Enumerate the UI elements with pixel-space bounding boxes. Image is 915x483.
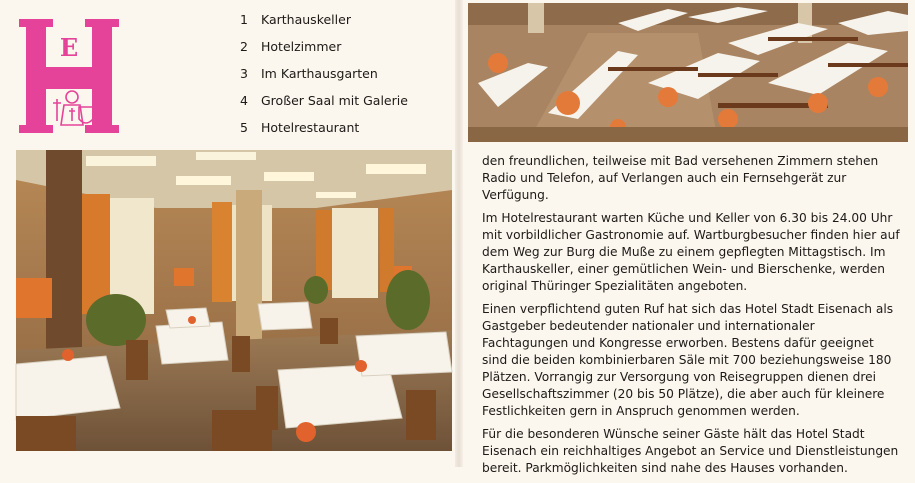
hotel-logo xyxy=(17,17,121,135)
great-hall-photo xyxy=(468,3,908,142)
legend-item: 1 Karthauskeller xyxy=(240,12,351,27)
paragraph-restaurant: Im Hotelrestaurant warten Küche und Keller von 6.30 bis 24.00 Uhr mit vorbildlicher Gastronomie auf. Wartburgbesucher finden hier auf dem Weg zur Burg die Muße zu einem gepflegten Mittagstisch. Im Karthauskeller, einer gemütlichen Wein- und Bierschenke, werden original Thüringer Spezialitäten angeboten. xyxy=(482,211,900,293)
photo-legend xyxy=(240,12,450,147)
legend-item: 3 Im Karthausgarten xyxy=(240,66,378,81)
knight-crest-icon xyxy=(53,91,93,125)
legend-item: 2 Hotelzimmer xyxy=(240,39,342,54)
paragraph-rooms: den freundlichen, teilweise mit Bad versehenen Zimmern stehen Radio und Telefon, auf Verlangen auch ein Fernsehgerät zur Verfügung. xyxy=(482,154,879,202)
paragraph-conferences: Einen verpflichtend guten Ruf hat sich das Hotel Stadt Eisenach als Gastgeber bedeutender nationaler und internationaler Fachtagungen und Kongresse erworben. Bestens dafür geeignet sind die beiden kombinierbaren Säle mit 700 beziehungsweise 180 Plätzen. Vorrangig zur Versorgung von Reisegruppen dienen drei Gesellschaftszimmer (20 bis 50 Plätze), die aber auch für kleinere Festlichkeiten gern in Anspruch genommen werden. xyxy=(482,302,894,418)
left-page xyxy=(0,0,458,467)
legend-item: 5 Hotelrestaurant xyxy=(240,120,360,135)
paragraph-services: Für die besonderen Wünsche seiner Gäste hält das Hotel Stadt Eisenach ein reichhaltiges Angebot an Service und Dienstleistungen bereit. Parkmöglichkeiten sind nahe des Hauses vorhanden. xyxy=(482,427,899,475)
logo-letter-e: E xyxy=(59,33,79,62)
hotel-restaurant-photo xyxy=(16,150,452,451)
legend-item: 4 Großer Saal mit Galerie xyxy=(240,93,408,108)
body-text xyxy=(482,153,902,483)
